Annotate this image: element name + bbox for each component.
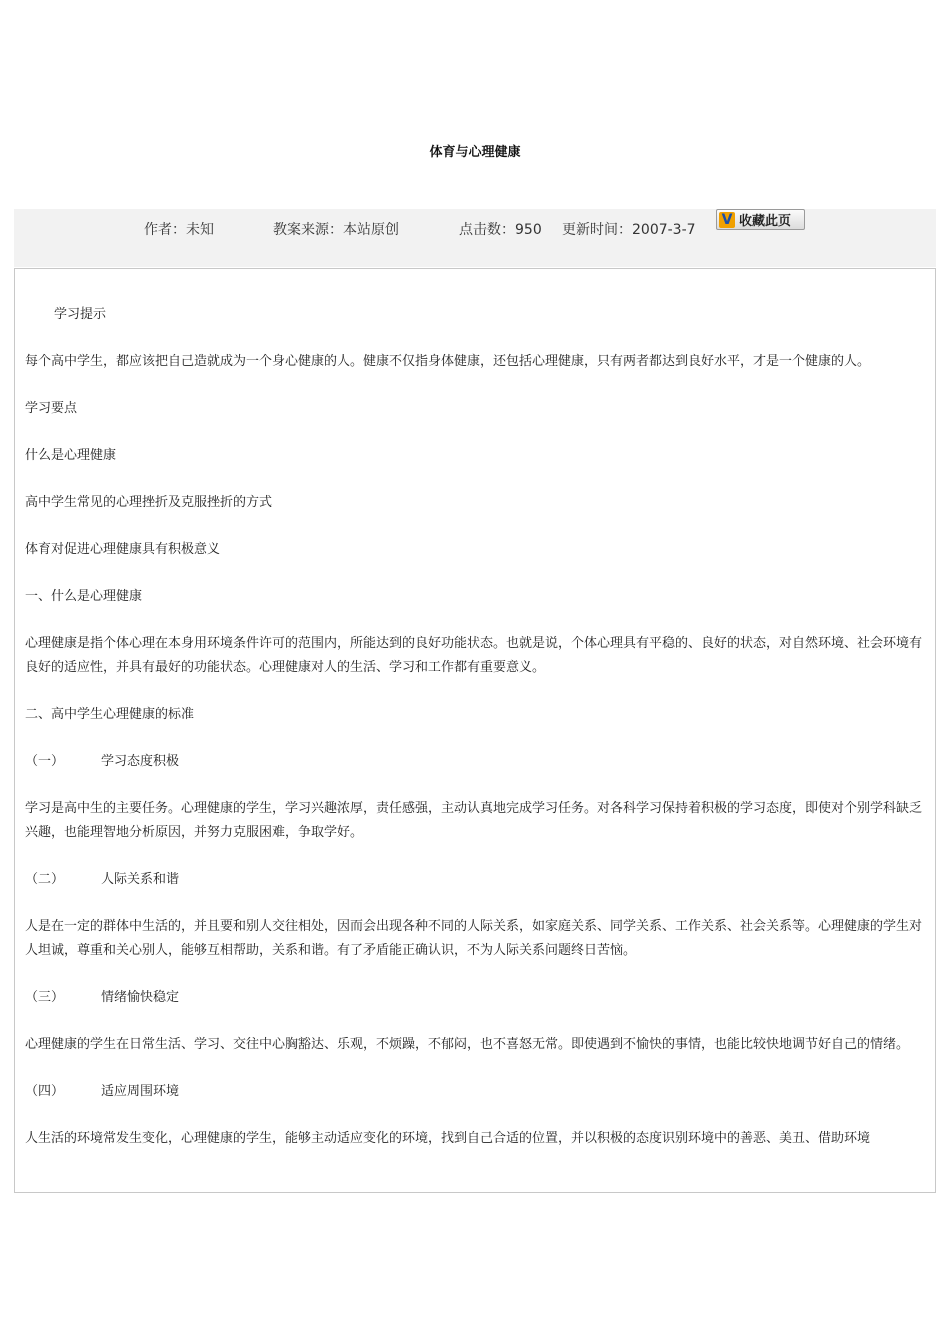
paragraph: 学习是高中生的主要任务。心理健康的学生，学习兴趣浓厚，责任感强，主动认真地完成学习任务。对各科学习保持着积极的学习态度，即使对个别学科缺乏兴趣，也能理智地分析原因，并努力克服困难，争取学好。	[25, 801, 923, 840]
bookmark-page-button[interactable]	[716, 209, 805, 230]
paragraph: 心理健康的学生在日常生活、学习、交往中心胸豁达、乐观，不烦躁，不郁闷，也不喜怒无常。即使遇到不愉快的事情，也能比较快地调节好自己的情绪。	[25, 1037, 910, 1052]
paragraph: 心理健康是指个体心理在本身用环境条件许可的范围内，所能达到的良好功能状态。也就是说，个体心理具有平稳的、良好的状态，对自然环境、社会环境有良好的适应性，并具有最好的功能状态。心理健康对人的生活、学习和工作都有重要意义。	[25, 636, 923, 675]
learning-point: 体育对促进心理健康具有积极意义	[25, 542, 221, 557]
section-heading: 一、什么是心理健康	[25, 589, 143, 604]
page-title: 体育与心理健康	[429, 145, 521, 160]
bookmark-v-icon: V	[719, 212, 735, 228]
subsection-heading	[25, 1080, 929, 1104]
subsection-title: 学习态度积极	[101, 754, 180, 769]
paragraph: 人生活的环境常发生变化，心理健康的学生，能够主动适应变化的环境，找到自己合适的位置，并以积极的态度识别环境中的善恶、美丑、借助环境	[25, 1131, 871, 1146]
subsection-title: 情绪愉快稳定	[101, 990, 180, 1005]
paragraph: 人是在一定的群体中生活的，并且要和别人交往相处，因而会出现各种不同的人际关系，如家庭关系、同学关系、工作关系、社会关系等。心理健康的学生对人坦诚，尊重和关心别人，能够互相帮助，关系和谐。有了矛盾能正确认识，不为人际关系问题终日苦恼。	[25, 919, 923, 958]
subsection-title: 人际关系和谐	[101, 872, 180, 887]
subsection-heading	[25, 750, 929, 774]
section-heading: 二、高中学生心理健康的标准	[25, 707, 195, 722]
subsection-number: （三）	[25, 990, 65, 1005]
learning-points-heading: 学习要点	[25, 401, 78, 416]
subsection-number: （一）	[25, 754, 65, 769]
author-info: 作者：未知	[144, 222, 214, 238]
subsection-number: （二）	[25, 872, 65, 887]
subsection-number: （四）	[25, 1084, 65, 1099]
update-time-info	[562, 219, 696, 239]
source-info: 教案来源：本站原创	[273, 222, 399, 238]
article-body	[25, 303, 929, 1174]
subsection-title: 适应周围环境	[101, 1084, 180, 1099]
hits-info	[459, 219, 542, 239]
learning-tips-heading: 学习提示	[54, 307, 107, 322]
update-time-value: 2007-3-7	[632, 222, 696, 238]
learning-point: 高中学生常见的心理挫折及克服挫折的方式	[25, 495, 273, 510]
bookmark-page-label: 收藏此页	[739, 214, 792, 229]
article-meta-bar	[14, 209, 936, 267]
hits-label: 点击数：	[459, 222, 515, 238]
hits-count: 950	[515, 222, 542, 238]
subsection-heading	[25, 868, 929, 892]
subsection-heading	[25, 986, 929, 1010]
update-time-label: 更新时间：	[562, 222, 632, 238]
paragraph: 每个高中学生，都应该把自己造就成为一个身心健康的人。健康不仅指身体健康，还包括心理健康，只有两者都达到良好水平，才是一个健康的人。	[25, 354, 871, 369]
learning-point: 什么是心理健康	[25, 448, 117, 463]
article-content-box	[14, 268, 936, 1193]
